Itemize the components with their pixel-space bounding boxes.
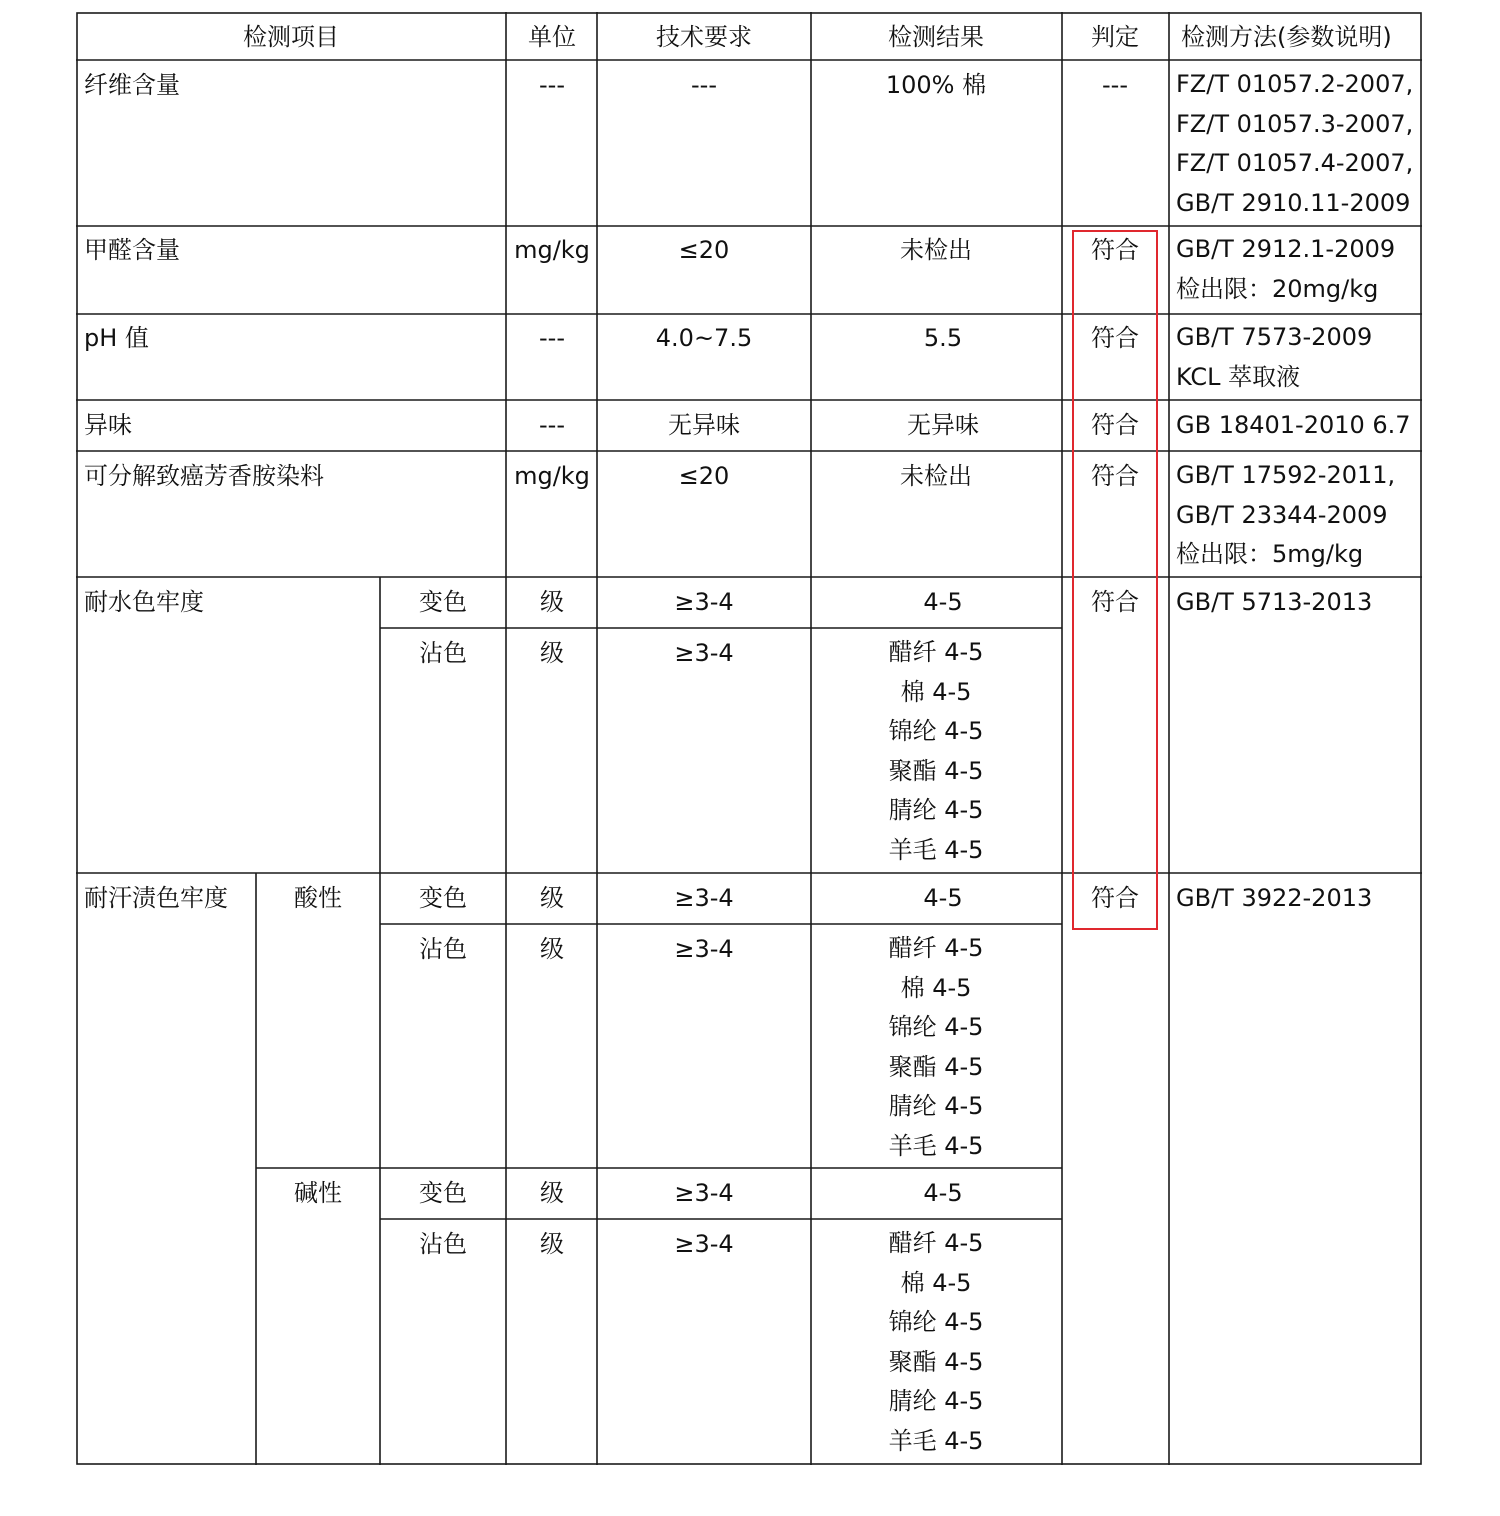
stain-result-cotton: 棉 4-5 — [900, 677, 972, 706]
water-stain-results — [889, 633, 984, 870]
azo-method — [1176, 456, 1395, 575]
header-result: 检测结果 — [888, 23, 984, 51]
water-fastness-verdict: 符合 — [1091, 588, 1139, 616]
acid-stain-unit: 级 — [540, 935, 564, 963]
formaldehyde-method-line: GB/T 2912.1-2009 — [1176, 235, 1396, 263]
ph-requirement: 4.0~7.5 — [655, 324, 753, 352]
header-unit: 单位 — [528, 23, 576, 51]
odor-method: GB 18401-2010 6.7 — [1176, 411, 1411, 439]
stain-result-acrylic: 腈纶 4-5 — [888, 1092, 984, 1120]
header-method: 检测方法(参数说明) — [1181, 23, 1392, 51]
fiber-method — [1176, 65, 1413, 223]
fiber-result: 100% 棉 — [885, 71, 987, 99]
formaldehyde-name: 甲醛含量 — [84, 236, 180, 264]
stain-result-cotton: 棉 4-5 — [900, 1268, 972, 1297]
perspiration-fastness-verdict: 符合 — [1091, 884, 1139, 912]
stain-result-nylon: 锦纶 4-5 — [888, 1308, 984, 1336]
alkali-label: 碱性 — [294, 1179, 342, 1207]
water-change-label: 变色 — [419, 588, 467, 616]
alkali-stain-requirement: ≥3-4 — [674, 1230, 734, 1258]
stain-result-wool: 羊毛 4-5 — [888, 1131, 984, 1160]
water-change-unit: 级 — [540, 588, 564, 616]
stain-result-nylon: 锦纶 4-5 — [888, 717, 984, 745]
alkali-change-label: 变色 — [419, 1179, 467, 1207]
formaldehyde-method-line: 检出限：20mg/kg — [1176, 274, 1379, 303]
header-verdict: 判定 — [1091, 23, 1139, 51]
stain-result-acetate: 醋纤 4-5 — [888, 934, 984, 962]
formaldehyde-unit: mg/kg — [514, 236, 590, 264]
odor-verdict: 符合 — [1091, 411, 1139, 439]
header-requirement: 技术要求 — [656, 23, 752, 51]
odor-unit: --- — [539, 411, 565, 439]
alkali-change-unit: 级 — [540, 1179, 564, 1207]
test-report-table — [76, 12, 1422, 1465]
acid-change-requirement: ≥3-4 — [674, 884, 734, 912]
water-stain-unit: 级 — [540, 639, 564, 667]
water-fastness-name: 耐水色牢度 — [84, 588, 204, 616]
ph-method-line: GB/T 7573-2009 — [1176, 323, 1373, 351]
formaldehyde-verdict: 符合 — [1091, 236, 1139, 264]
fiber-method-line: FZ/T 01057.2-2007, — [1176, 70, 1414, 98]
azo-name: 可分解致癌芳香胺染料 — [84, 462, 324, 490]
fiber-name: 纤维含量 — [84, 71, 180, 99]
stain-result-polyester: 聚酯 4-5 — [888, 1052, 984, 1081]
fiber-verdict: --- — [1102, 71, 1128, 99]
alkali-change-requirement: ≥3-4 — [674, 1179, 734, 1207]
ph-result: 5.5 — [923, 324, 963, 352]
acid-change-result: 4-5 — [923, 884, 963, 912]
ph-verdict: 符合 — [1091, 324, 1139, 352]
stain-result-acetate: 醋纤 4-5 — [888, 638, 984, 666]
acid-label: 酸性 — [294, 884, 342, 912]
acid-change-label: 变色 — [419, 884, 467, 912]
stain-result-acrylic: 腈纶 4-5 — [888, 796, 984, 824]
header-item: 检测项目 — [243, 23, 339, 51]
water-change-requirement: ≥3-4 — [674, 588, 734, 616]
stain-result-acrylic: 腈纶 4-5 — [888, 1387, 984, 1415]
stain-result-polyester: 聚酯 4-5 — [888, 1347, 984, 1376]
alkali-change-result: 4-5 — [923, 1179, 963, 1207]
water-fastness-method: GB/T 5713-2013 — [1176, 588, 1373, 616]
azo-unit: mg/kg — [514, 462, 590, 490]
azo-method-line: GB/T 17592-2011, — [1176, 461, 1396, 489]
ph-unit: --- — [539, 324, 565, 352]
acid-stain-label: 沾色 — [419, 935, 467, 963]
fiber-method-line: FZ/T 01057.3-2007, — [1176, 109, 1414, 138]
alkali-stain-results — [889, 1224, 984, 1461]
ph-method — [1176, 318, 1372, 397]
fiber-method-line: FZ/T 01057.4-2007, — [1176, 149, 1414, 177]
fiber-method-line: GB/T 2910.11-2009 — [1176, 188, 1411, 217]
stain-result-polyester: 聚酯 4-5 — [888, 756, 984, 785]
water-stain-requirement: ≥3-4 — [674, 639, 734, 667]
ph-method-line: KCL 萃取液 — [1176, 362, 1301, 391]
acid-change-unit: 级 — [540, 884, 564, 912]
formaldehyde-requirement: ≤20 — [678, 236, 730, 264]
perspiration-fastness-method: GB/T 3922-2013 — [1176, 884, 1373, 912]
stain-result-wool: 羊毛 4-5 — [888, 1426, 984, 1455]
azo-verdict: 符合 — [1091, 462, 1139, 490]
azo-requirement: ≤20 — [678, 462, 730, 490]
stain-result-nylon: 锦纶 4-5 — [888, 1013, 984, 1041]
odor-requirement: 无异味 — [668, 411, 740, 439]
odor-name: 异味 — [84, 411, 132, 439]
alkali-stain-label: 沾色 — [419, 1230, 467, 1258]
acid-stain-results — [889, 929, 984, 1166]
formaldehyde-result: 未检出 — [900, 236, 972, 264]
formaldehyde-method — [1176, 230, 1395, 309]
water-stain-label: 沾色 — [419, 639, 467, 667]
odor-result: 无异味 — [907, 411, 979, 439]
verdict-highlight-box — [1072, 230, 1158, 930]
fiber-unit: --- — [539, 71, 565, 99]
perspiration-fastness-name: 耐汗渍色牢度 — [84, 884, 228, 912]
azo-result: 未检出 — [900, 462, 972, 490]
stain-result-cotton: 棉 4-5 — [900, 973, 972, 1002]
water-change-result: 4-5 — [923, 588, 963, 616]
stain-result-acetate: 醋纤 4-5 — [888, 1229, 984, 1257]
azo-method-line: 检出限：5mg/kg — [1176, 540, 1364, 568]
ph-name: pH 值 — [84, 324, 149, 352]
azo-method-line: GB/T 23344-2009 — [1176, 500, 1388, 529]
fiber-requirement: --- — [691, 71, 717, 99]
stain-result-wool: 羊毛 4-5 — [888, 835, 984, 864]
acid-stain-requirement: ≥3-4 — [674, 935, 734, 963]
alkali-stain-unit: 级 — [540, 1230, 564, 1258]
